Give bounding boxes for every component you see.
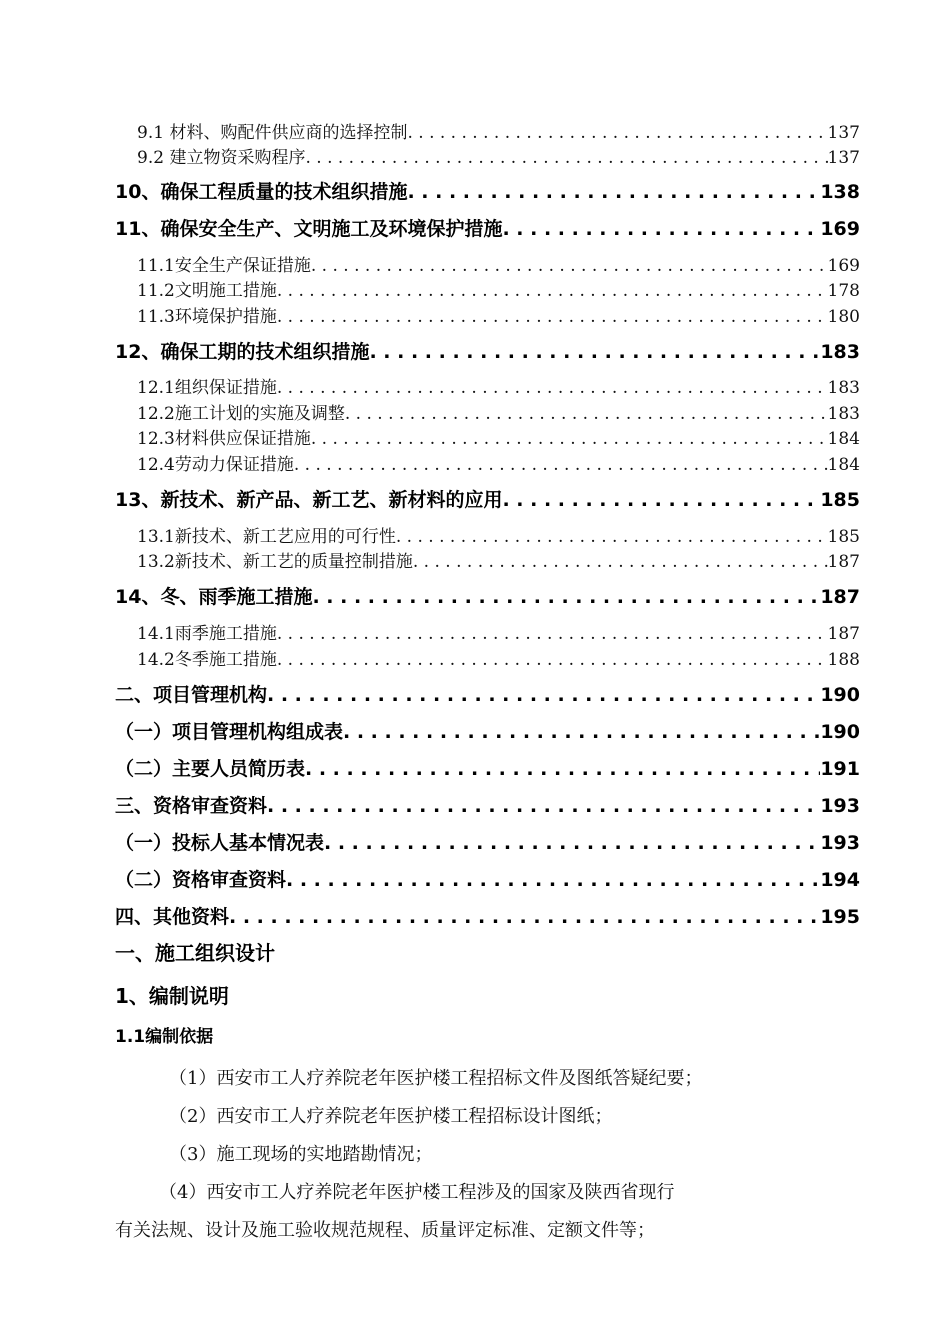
toc-entry[interactable]: [115, 828, 860, 854]
toc-entry-page: 184: [827, 455, 860, 474]
toc-entry-title: 13、新技术、新产品、新工艺、新材料的应用: [115, 489, 503, 511]
toc-leader-dots: [277, 378, 828, 397]
toc-leader-dots: [413, 552, 828, 571]
toc-leader-dots: [286, 869, 820, 891]
toc-leader-dots: [407, 181, 820, 203]
toc-leader-dots: [267, 795, 820, 817]
toc-entry[interactable]: [137, 547, 860, 571]
toc-entry[interactable]: [115, 485, 860, 511]
toc-leader-dots: [343, 721, 820, 743]
list-item: （2）西安市工人疗养院老年医护楼工程招标设计图纸；: [169, 1106, 613, 1127]
toc-entry-page: 184: [827, 429, 860, 448]
toc-entry-page: 187: [827, 552, 860, 571]
toc-leader-dots: [277, 650, 828, 669]
toc-entry-title: 11、确保安全生产、文明施工及环境保护措施: [115, 218, 503, 240]
toc-leader-dots: [277, 281, 828, 300]
toc-entry-page: 178: [827, 281, 860, 300]
toc-entry[interactable]: [115, 902, 860, 928]
toc-entry-page: 183: [827, 404, 860, 423]
toc-entry-page: 137: [827, 148, 860, 167]
toc-entry[interactable]: [137, 522, 860, 546]
toc-entry-title: 11.2文明施工措施: [137, 281, 277, 300]
toc-entry-title: 14.1雨季施工措施: [137, 624, 277, 643]
toc-entry-page: 195: [820, 906, 860, 928]
toc-leader-dots: [502, 218, 820, 240]
toc-leader-dots: [277, 307, 828, 326]
toc-entry[interactable]: [137, 424, 860, 448]
toc-entry[interactable]: [137, 302, 860, 326]
toc-leader-dots: [229, 906, 820, 928]
toc-entry[interactable]: [115, 214, 860, 240]
toc-entry[interactable]: [115, 717, 860, 743]
toc-leader-dots: [396, 527, 828, 546]
list-item: （4）西安市工人疗养院老年医护楼工程涉及的国家及陕西省现行: [159, 1182, 675, 1203]
toc-leader-dots: [345, 404, 828, 423]
basis-list: [115, 1060, 860, 1250]
toc-entry-title: （一）投标人基本情况表: [115, 832, 325, 854]
toc-entry-page: 187: [820, 586, 860, 608]
toc-entry-title: 二、项目管理机构: [115, 684, 268, 706]
toc-entry-title: （二）资格审查资料: [115, 869, 287, 891]
toc-entry-page: 169: [820, 218, 860, 240]
toc-leader-dots: [305, 758, 820, 780]
toc-entry-page: 193: [820, 795, 860, 817]
toc-leader-dots: [294, 455, 828, 474]
toc-entry[interactable]: [115, 865, 860, 891]
toc-entry-page: 137: [827, 123, 860, 142]
toc-entry[interactable]: [115, 582, 860, 608]
toc-entry-page: 185: [820, 489, 860, 511]
toc-entry-title: 11.1安全生产保证措施: [137, 256, 311, 275]
toc-entry-page: 193: [820, 832, 860, 854]
list-item-continuation: 有关法规、设计及施工验收规范规程、质量评定标准、定额文件等；: [115, 1220, 655, 1241]
toc-entry-page: 188: [827, 650, 860, 669]
toc-entry-page: 180: [827, 307, 860, 326]
toc-entry-title: （二）主要人员简历表: [115, 758, 306, 780]
toc-entry-page: 190: [820, 721, 860, 743]
toc-entry-title: 14.2冬季施工措施: [137, 650, 277, 669]
toc-entry[interactable]: [115, 791, 860, 817]
toc-entry[interactable]: [137, 645, 860, 669]
toc-entry[interactable]: [137, 373, 860, 397]
toc-entry-title: 12.3材料供应保证措施: [137, 429, 311, 448]
toc-entry[interactable]: [137, 251, 860, 275]
toc-entry-title: 三、资格审查资料: [115, 795, 268, 817]
toc-entry[interactable]: [115, 177, 860, 203]
sub-subsection-heading: 1.1编制依据: [115, 1027, 214, 1047]
toc-entry[interactable]: [137, 450, 860, 474]
toc-leader-dots: [267, 684, 820, 706]
toc-leader-dots: [502, 489, 820, 511]
toc-entry[interactable]: [137, 619, 860, 643]
list-item: （3）施工现场的实地踏勘情况；: [169, 1144, 433, 1165]
toc-leader-dots: [324, 832, 820, 854]
toc-entry-page: 185: [827, 527, 860, 546]
toc-leader-dots: [311, 256, 828, 275]
toc-leader-dots: [312, 586, 820, 608]
toc-entry-page: 183: [827, 378, 860, 397]
toc-entry-page: 187: [827, 624, 860, 643]
toc-entry-title: 9.1 材料、购配件供应商的选择控制: [137, 123, 408, 142]
toc-entry[interactable]: [115, 754, 860, 780]
subsection-heading: 1、编制说明: [115, 984, 229, 1008]
toc-entry-page: 183: [820, 341, 860, 363]
toc-entry-title: 11.3环境保护措施: [137, 307, 277, 326]
toc-entry-title: 12.4劳动力保证措施: [137, 455, 294, 474]
list-item: （1）西安市工人疗养院老年医护楼工程招标文件及图纸答疑纪要；: [169, 1068, 703, 1089]
toc-entry-title: 10、确保工程质量的技术组织措施: [115, 181, 408, 203]
toc-leader-dots: [407, 123, 827, 142]
toc-entry[interactable]: [115, 337, 860, 363]
toc-entry-title: 14、冬、雨季施工措施: [115, 586, 313, 608]
toc-entry-page: 138: [820, 181, 860, 203]
toc-entry-page: 190: [820, 684, 860, 706]
toc-entry[interactable]: [115, 680, 860, 706]
toc-entry-title: 13.1新技术、新工艺应用的可行性: [137, 527, 396, 546]
toc-leader-dots: [311, 429, 828, 448]
toc-entry-title: 12.2施工计划的实施及调整: [137, 404, 345, 423]
toc-entry[interactable]: [137, 118, 860, 142]
toc-entry-title: 13.2新技术、新工艺的质量控制措施: [137, 552, 413, 571]
toc-entry[interactable]: [137, 276, 860, 300]
toc-entry[interactable]: [137, 143, 860, 167]
toc-entry-title: 12、确保工期的技术组织措施: [115, 341, 370, 363]
toc-leader-dots: [369, 341, 820, 363]
toc-entry-page: 169: [827, 256, 860, 275]
toc-entry-title: （一）项目管理机构组成表: [115, 721, 344, 743]
toc-entry-title: 9.2 建立物资采购程序: [137, 148, 306, 167]
toc-entry-page: 191: [820, 758, 860, 780]
section-heading: 一、施工组织设计: [115, 941, 275, 965]
toc-entry[interactable]: [137, 399, 860, 423]
toc-leader-dots: [277, 624, 828, 643]
toc-leader-dots: [305, 148, 827, 167]
toc-entry-page: 194: [820, 869, 860, 891]
toc-entry-title: 四、其他资料: [115, 906, 230, 928]
toc-entry-title: 12.1组织保证措施: [137, 378, 277, 397]
